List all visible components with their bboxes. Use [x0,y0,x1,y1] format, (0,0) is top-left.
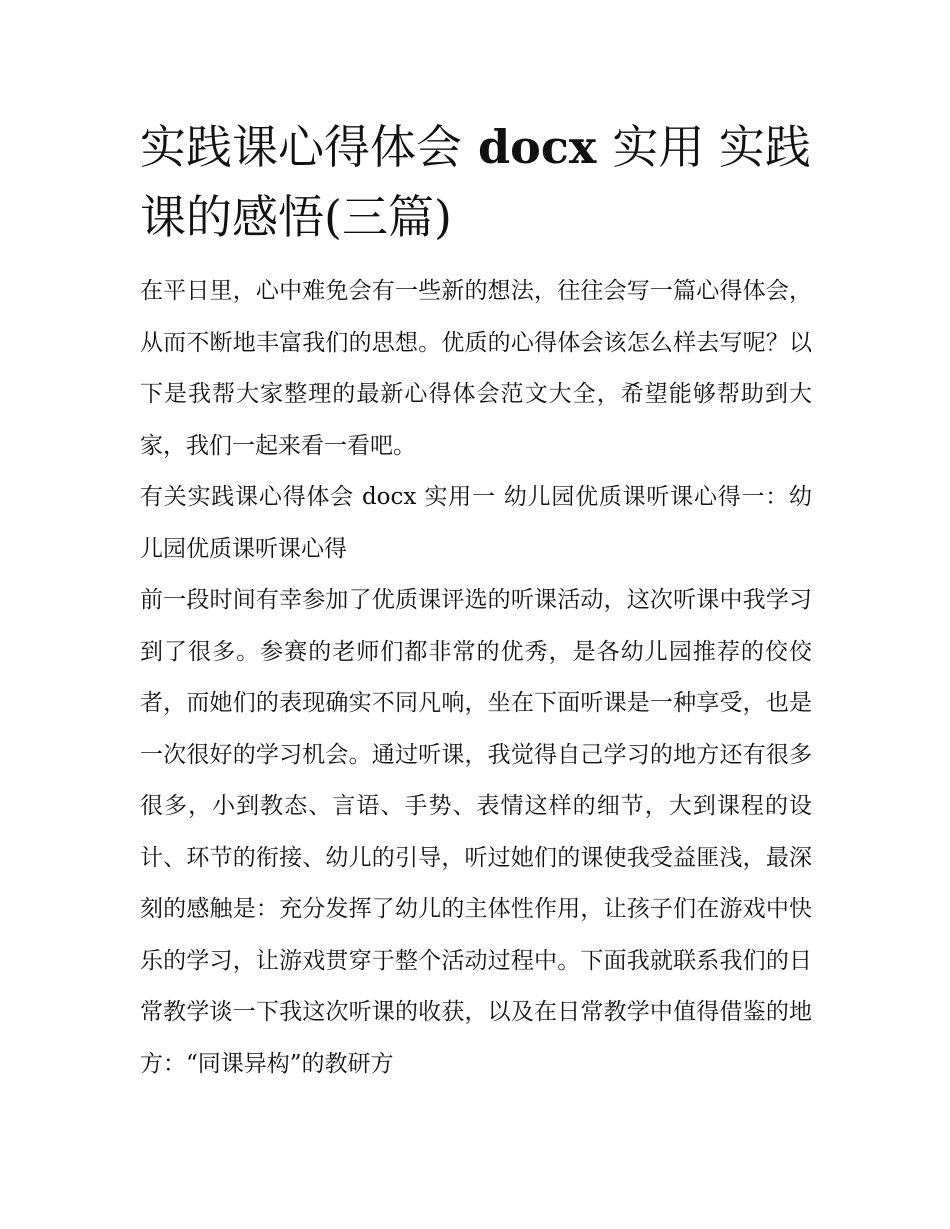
body-paragraph: 前一段时间有幸参加了优质课评选的听课活动，这次听课中我学习到了很多。参赛的老师们都非常的优秀，是各幼儿园推荐的佼佼者，而她们的表现确实不同凡响，坐在下面听课是一种享受，也是一次很好的学习机会。通过听课，我觉得自己学习的地方还有很多很多，小到教态、言语、手势、表情这样的细节，大到课程的设计、环节的衔接、幼儿的引导，听过她们的课使我受益匪浅，最深刻的感触是：充分发挥了幼儿的主体性作用，让孩子们在游戏中快乐的学习，让游戏贯穿于整个活动过程中。下面我就联系我们的日常教学谈一下我这次听课的收获，以及在日常教学中值得借鉴的地方：“同课异构”的教研方 [140,587,812,1077]
document-title [140,112,812,252]
section-heading: 有关实践课心得体会 docx 实用一 幼儿园优质课听课心得一：幼儿园优质课听课心得 [140,484,812,562]
title-part-2: 实用 实践课的感悟(三篇) [140,120,811,244]
title-part-1: 实践课心得体会 [140,120,462,174]
intro-paragraph: 在平日里，心中难免会有一些新的想法，往往会写一篇心得体会，从而不断地丰富我们的思想。优质的心得体会该怎么样去写呢？以下是我帮大家整理的最新心得体会范文大全，希望能够帮助到大家，我们一起来看一看吧。 [140,278,812,459]
document-page [140,112,812,1090]
title-latin: docx [462,120,613,174]
